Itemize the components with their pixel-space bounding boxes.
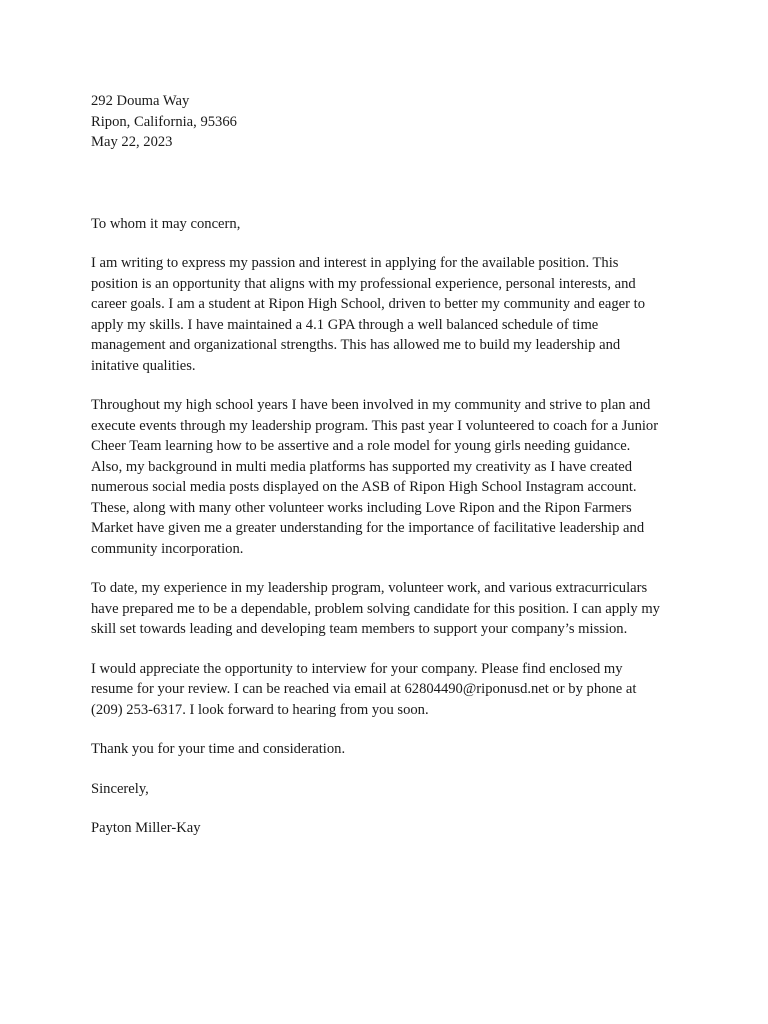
paragraph-line: community incorporation. bbox=[91, 540, 244, 557]
paragraph-line: Throughout my high school years I have been involved in my community and strive to plan and bbox=[91, 397, 651, 413]
paragraph-line: skill set towards leading and developing team members to support your company’s mission. bbox=[91, 621, 628, 637]
letter-page bbox=[91, 91, 681, 839]
paragraph-line: I would appreciate the opportunity to interview for your company. Please find enclosed my bbox=[91, 660, 623, 677]
paragraph-line: position is an opportunity that aligns with my professional experience, personal interests, and bbox=[91, 275, 636, 292]
paragraph-line: have prepared me to be a dependable, problem solving candidate for this position. I can apply my bbox=[91, 600, 660, 617]
paragraph-line: resume for your review. I can be reached via email at 62804490@riponusd.net or by phone at bbox=[91, 681, 637, 697]
greeting: To whom it may concern, bbox=[91, 215, 241, 232]
paragraph-line: These, along with many other volunteer works including Love Ripon and the Ripon Farmers bbox=[91, 499, 632, 516]
paragraph-line: management and organizational strengths. This has allowed me to build my leadership and bbox=[91, 337, 621, 353]
paragraph-line: I am writing to express my passion and interest in applying for the available position. This bbox=[91, 255, 619, 271]
paragraph-line: Also, my background in multi media platforms has supported my creativity as I have created bbox=[91, 458, 633, 475]
paragraph-line: initative qualities. bbox=[91, 357, 196, 374]
paragraph-contact bbox=[91, 659, 681, 721]
paragraph-qualifications bbox=[91, 578, 681, 640]
paragraph-intro bbox=[91, 253, 681, 376]
paragraph-line: Market have given me a greater understanding for the importance of facilitative leadership and bbox=[91, 520, 645, 536]
sender-city-state-zip: Ripon, California, 95366 bbox=[91, 113, 237, 130]
sender-address-block bbox=[91, 91, 681, 153]
paragraph-line: numerous social media posts displayed on the ASB of Ripon High School Instagram account. bbox=[91, 479, 637, 495]
paragraph-line: Cheer Team learning how to be assertive and a role model for young girls needing guidance. bbox=[91, 438, 631, 454]
paragraph-experience bbox=[91, 395, 681, 559]
letter-date: May 22, 2023 bbox=[91, 134, 173, 150]
paragraph-line: To date, my experience in my leadership program, volunteer work, and various extracurriculars bbox=[91, 580, 648, 596]
paragraph-line: (209) 253-6317. I look forward to hearing from you soon. bbox=[91, 701, 429, 718]
paragraph-line: career goals. I am a student at Ripon High School, driven to better my community and eager to bbox=[91, 296, 646, 312]
signature-name: Payton Miller-Kay bbox=[91, 820, 201, 836]
sender-street: 292 Douma Way bbox=[91, 93, 190, 109]
signoff: Sincerely, bbox=[91, 780, 149, 797]
closing-line: Thank you for your time and consideration. bbox=[91, 741, 346, 757]
paragraph-line: execute events through my leadership program. This past year I volunteered to coach for a Junior bbox=[91, 417, 659, 434]
paragraph-line: apply my skills. I have maintained a 4.1 GPA through a well balanced schedule of time bbox=[91, 316, 599, 333]
